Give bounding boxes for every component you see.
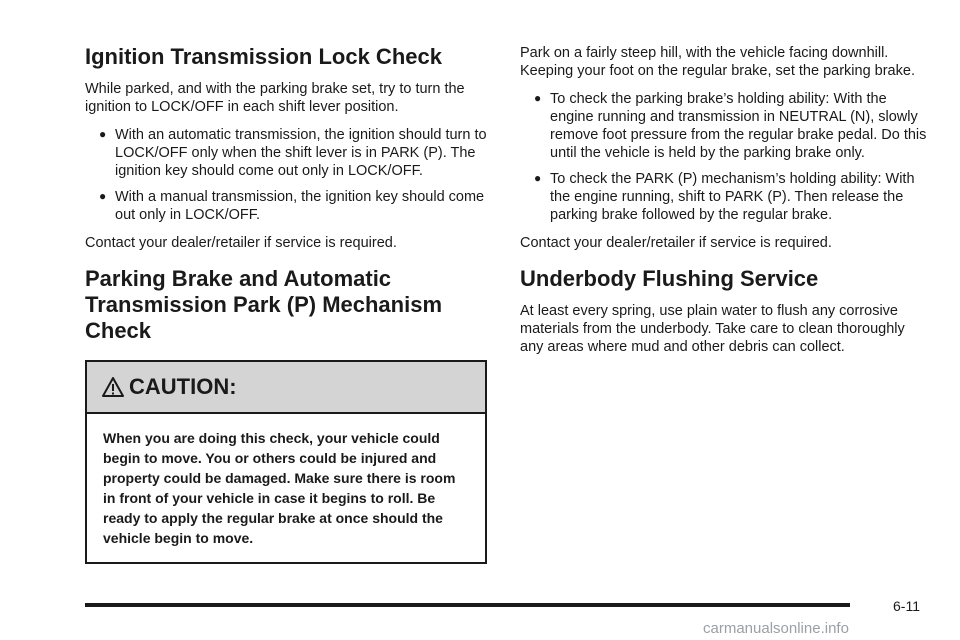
ignition-lock-closing: Contact your dealer/retailer if service is required. xyxy=(85,235,397,251)
list-item xyxy=(520,170,930,224)
section-heading-ignition-lock: Ignition Transmission Lock Check xyxy=(85,44,442,69)
parking-brake-closing: Contact your dealer/retailer if service is required. xyxy=(520,235,832,251)
caution-header xyxy=(87,362,485,414)
ignition-lock-intro: While parked, and with the parking brake set, try to turn the ignition to LOCK/OFF in each shift lever position. xyxy=(85,81,465,115)
list-item-text: To check the parking brake’s holding ability: With the engine running and transmission in NEUTRAL (N), slowly remove foot pressure from the regular brake pedal. Do this until the vehicle is held by the parking brake only. xyxy=(550,91,927,161)
section-heading-underbody: Underbody Flushing Service xyxy=(520,266,819,291)
list-item-text: With a manual transmission, the ignition key should come out only in LOCK/OFF. xyxy=(115,189,485,223)
left-column xyxy=(85,44,490,564)
caution-text: When you are doing this check, your vehicle could begin to move. You or others could be injured and property could be damaged. Make sure there is room in front of your vehicle in case it begins to roll. Be ready to apply the regular brake at once should the vehicle begin to move. xyxy=(103,430,456,546)
list-item-text: With an automatic transmission, the ignition should turn to LOCK/OFF only when the shift lever is in PARK (P). The ignition key should come out only in LOCK/OFF. xyxy=(115,127,487,179)
underbody-body: At least every spring, use plain water to flush any corrosive materials from the underbody. Take care to clean thoroughly any areas where mud and other debris can collect. xyxy=(520,303,905,355)
parking-brake-intro: Park on a fairly steep hill, with the vehicle facing downhill. Keeping your foot on the regular brake, set the parking brake. xyxy=(520,45,915,79)
caution-box xyxy=(85,360,487,564)
watermark-text: carmanualsonline.info xyxy=(703,620,849,637)
bullet-icon: ● xyxy=(99,189,107,203)
footer-rule xyxy=(85,603,850,607)
bullet-icon: ● xyxy=(534,91,542,105)
parking-brake-bullets xyxy=(520,90,930,224)
page-number: 6-11 xyxy=(893,598,920,614)
warning-triangle-icon xyxy=(101,376,125,398)
bullet-icon: ● xyxy=(99,127,107,141)
list-item xyxy=(520,90,930,162)
list-item xyxy=(85,126,490,180)
list-item xyxy=(85,188,490,224)
caution-title: CAUTION: xyxy=(129,374,237,399)
right-column xyxy=(520,44,930,366)
list-item-text: To check the PARK (P) mechanism’s holding ability: With the engine running, shift to PARK (P). Then release the parking brake followed by the regular brake. xyxy=(550,171,915,223)
bullet-icon: ● xyxy=(534,171,542,185)
ignition-lock-bullets xyxy=(85,126,490,224)
section-heading-parking-brake: Parking Brake and Automatic Transmission Park (P) Mechanism Check xyxy=(85,266,443,343)
